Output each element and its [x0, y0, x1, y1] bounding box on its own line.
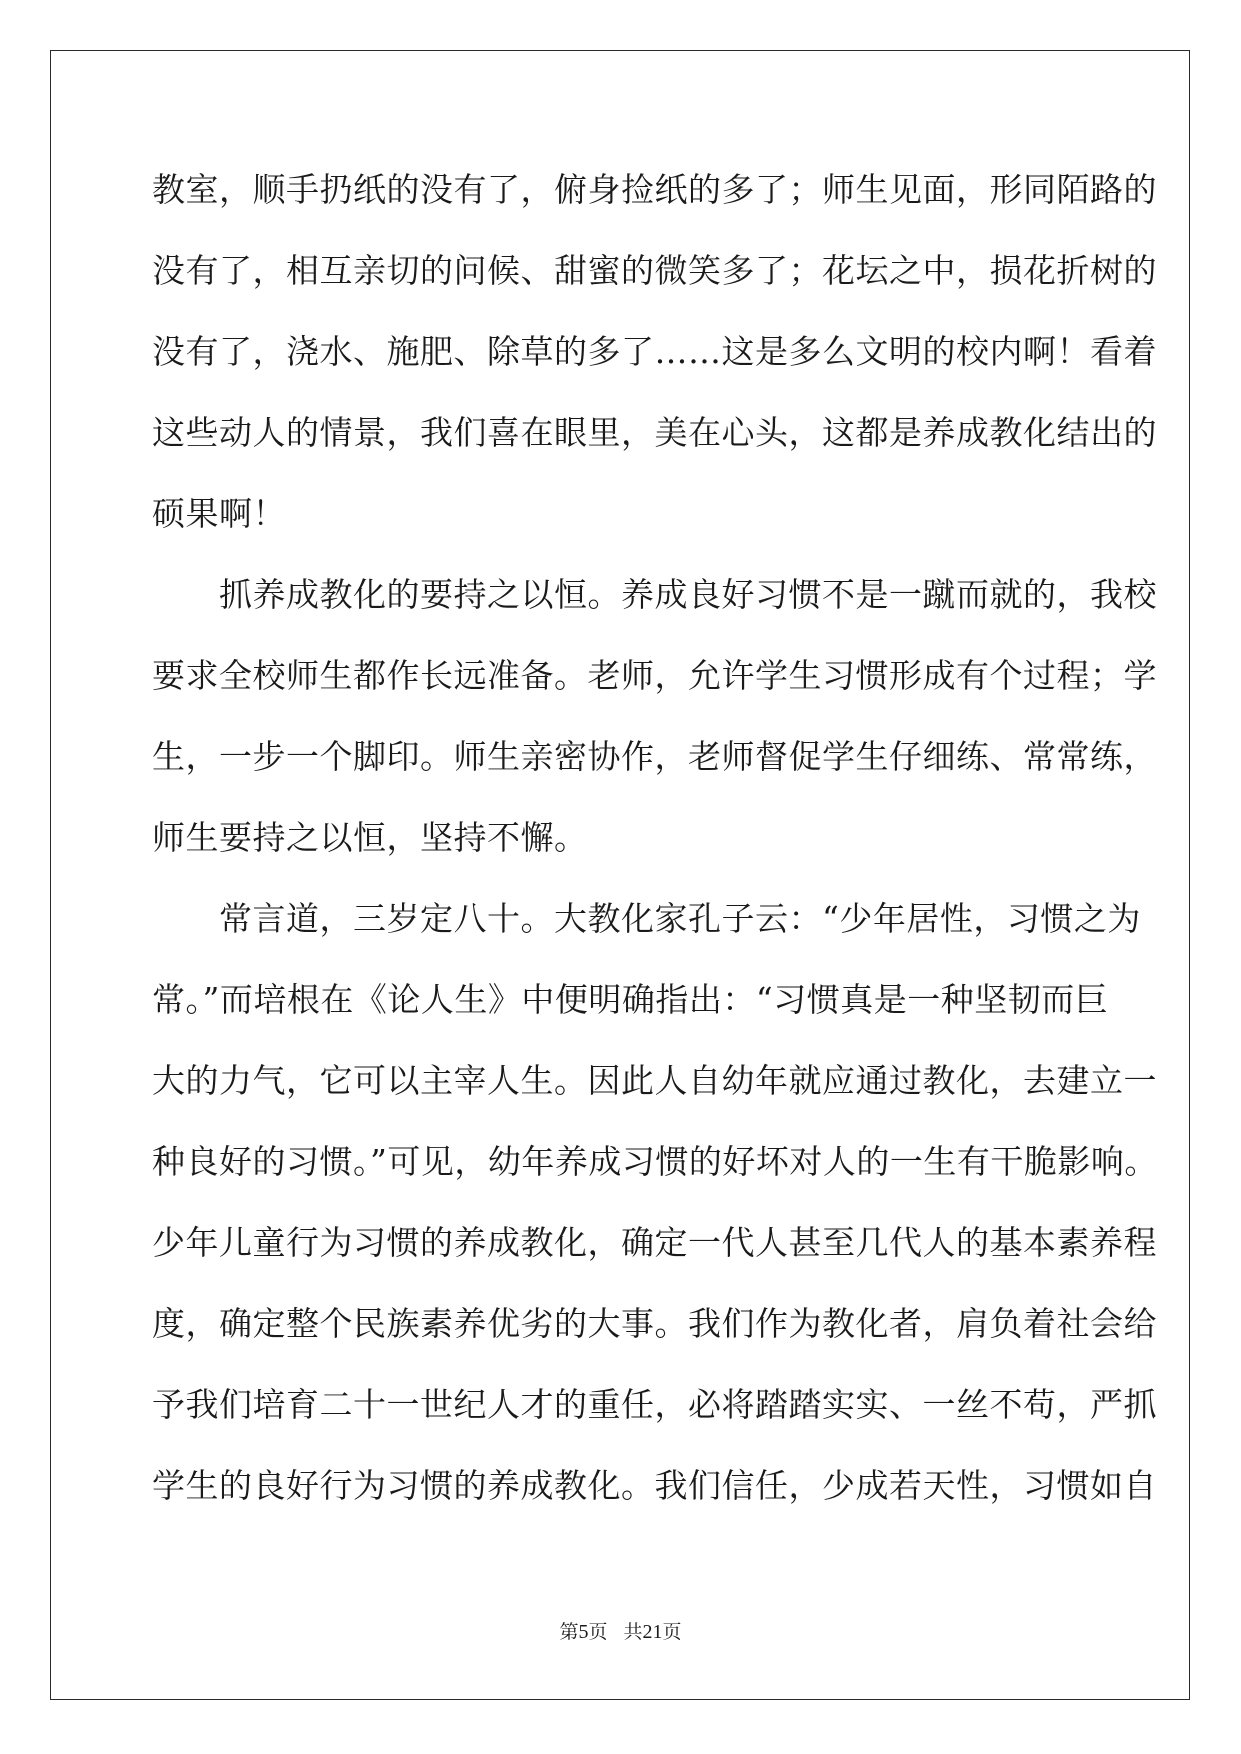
page-prefix: 第: [559, 1621, 579, 1643]
document-body: [152, 160, 1158, 1537]
text-line: 度，确定整个民族素养优劣的大事。我们作为教化者，肩负着社会给: [152, 1304, 1157, 1343]
page-footer: [0, 1620, 1241, 1644]
total-suffix: 页: [662, 1621, 682, 1643]
text-line: 硕果啊！: [152, 494, 286, 533]
total-pages: 21: [642, 1621, 663, 1643]
text-line: 抓养成教化的要持之以恒。养成良好习惯不是一蹴而就的，我校: [152, 575, 1157, 614]
text-line: 师生要持之以恒，坚持不懈。: [152, 818, 588, 857]
total-prefix: 共: [623, 1621, 643, 1643]
text-line: 种良好的习惯。”可见，幼年养成习惯的好坏对人的一生有干脆影响。: [152, 1142, 1158, 1181]
text-line: 要求全校师生都作长远准备。老师，允许学生习惯形成有个过程；学: [152, 656, 1157, 695]
text-line: 大的力气，它可以主宰人生。因此人自幼年就应通过教化，去建立一: [152, 1061, 1157, 1100]
text-line: 常。”而培根在《论人生》中便明确指出：“习惯真是一种坚韧而巨: [152, 980, 1109, 1019]
text-line: 予我们培育二十一世纪人才的重任，必将踏踏实实、一丝不苟，严抓: [152, 1385, 1157, 1424]
text-line: 学生的良好行为习惯的养成教化。我们信任，少成若天性，习惯如自: [152, 1466, 1157, 1505]
text-line: 没有了，相互亲切的问候、甜蜜的微笑多了；花坛之中，损花折树的: [152, 251, 1157, 290]
text-line: 少年儿童行为习惯的养成教化，确定一代人甚至几代人的基本素养程: [152, 1223, 1157, 1262]
text-line: 教室，顺手扔纸的没有了，俯身捡纸的多了；师生见面，形同陌路的: [152, 170, 1157, 209]
text-line: 这些动人的情景，我们喜在眼里，美在心头，这都是养成教化结出的: [152, 413, 1157, 452]
page-number: 5: [578, 1621, 589, 1643]
page-suffix: 页: [588, 1621, 608, 1643]
text-line: 生，一步一个脚印。师生亲密协作，老师督促学生仔细练、常常练，: [152, 737, 1157, 776]
text-line: 没有了，浇水、施肥、除草的多了……这是多么文明的校内啊！看着: [152, 332, 1157, 371]
text-line: 常言道，三岁定八十。大教化家孔子云：“少年居性，习惯之为: [152, 899, 1141, 938]
